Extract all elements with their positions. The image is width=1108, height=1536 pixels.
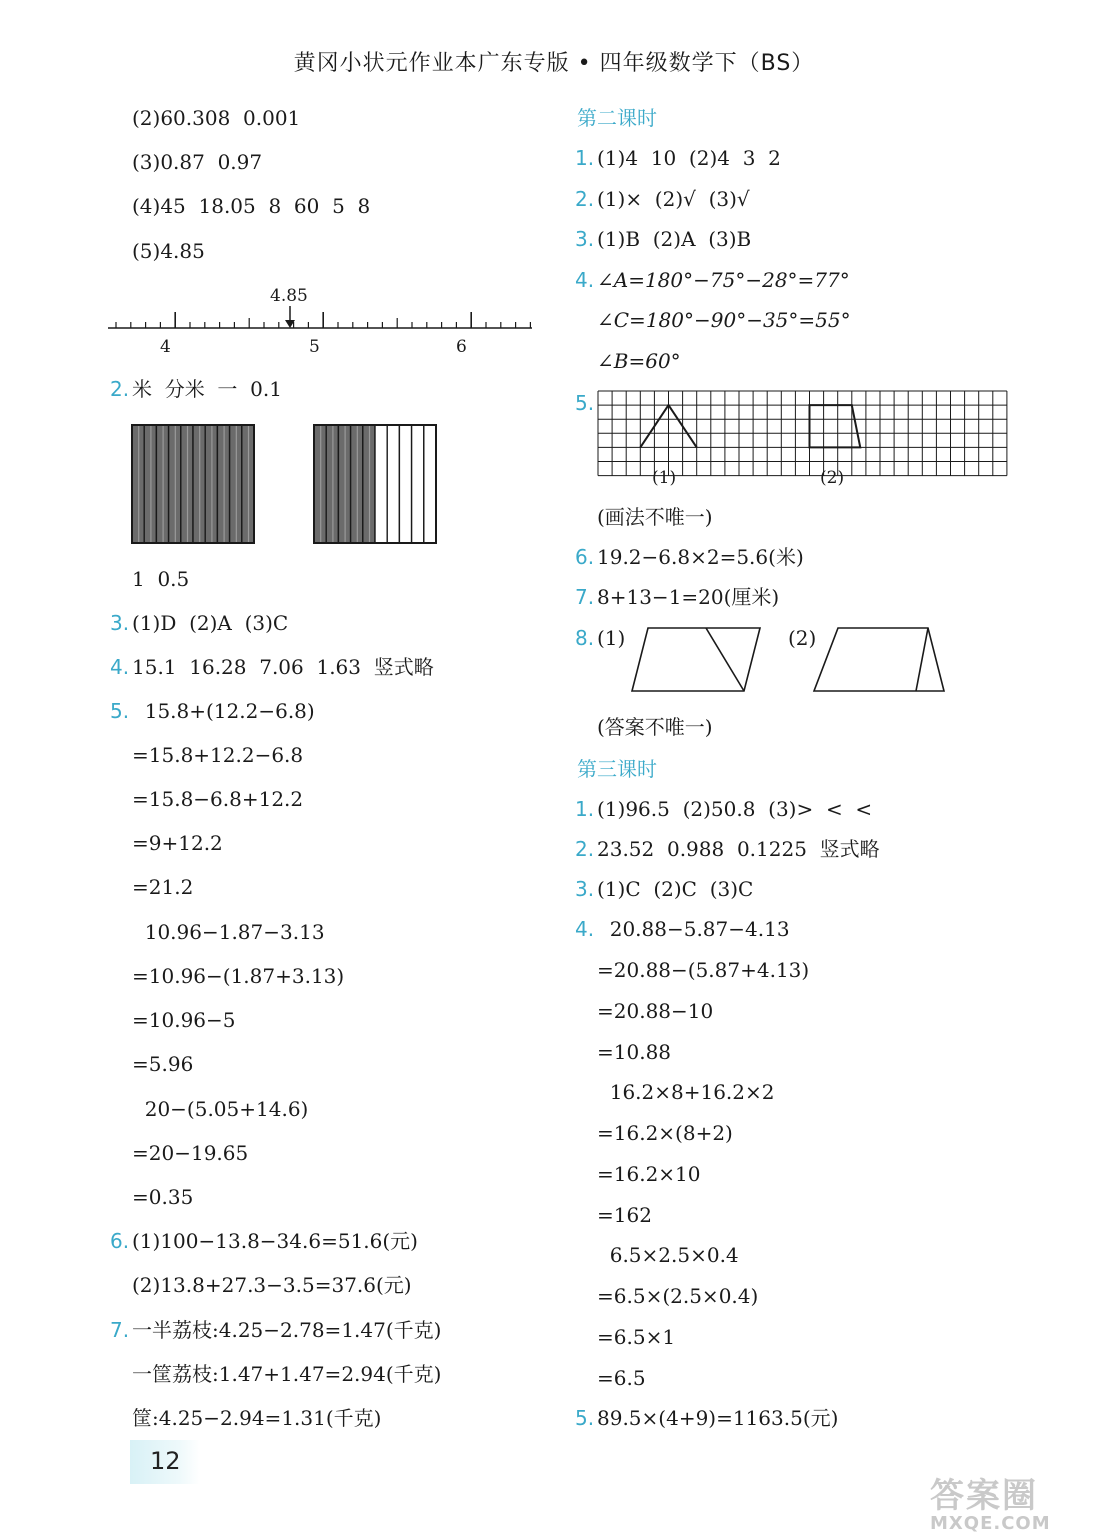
grid-strip — [144, 425, 156, 543]
square-grid-drawing — [596, 390, 1006, 462]
figure-label: (2) — [788, 626, 817, 650]
question-8: 8. (1) — [575, 626, 626, 650]
tick-label: 5 — [309, 337, 320, 357]
answer-line: (3)0.87 0.97 — [132, 150, 263, 174]
grid-strip — [375, 425, 387, 543]
figure-label: (1) — [652, 468, 677, 488]
answer-line: 1. (1)4 10 (2)4 3 2 — [575, 146, 781, 170]
grid-strip — [156, 425, 168, 543]
question-5-number: 5. — [575, 391, 595, 415]
answer-line: 5. 89.5×(4+9)=1163.5(元) — [575, 1406, 839, 1430]
calc-line: 一筐荔枝:1.47+1.47=2.94(千克) — [132, 1362, 442, 1386]
note: (画法不唯一) — [597, 505, 713, 529]
decimal-grid-half — [313, 424, 437, 544]
calc-line: 15.8+(12.2−6.8) — [132, 699, 315, 723]
question-6: 6. (1)100−13.8−34.6=51.6(元) — [110, 1229, 418, 1253]
grid-strip — [363, 425, 375, 543]
trapezoid-figure — [810, 625, 950, 695]
calc-line: =10.88 — [597, 1040, 672, 1064]
grid-strip — [412, 425, 424, 543]
section-title-lesson-3: 第三课时 — [577, 757, 657, 781]
answer-line: 7. 8+13−1=20(厘米) — [575, 585, 780, 609]
cut-line — [916, 628, 928, 691]
grid-strip — [242, 425, 254, 543]
grid-strip — [351, 425, 363, 543]
calc-line: =162 — [597, 1203, 652, 1227]
calc-line: =10.96−5 — [132, 1008, 236, 1032]
calc-line: =15.8+12.2−6.8 — [132, 743, 304, 767]
grid-labels — [640, 465, 880, 489]
number-line-marker-label: 4.85 — [270, 286, 308, 306]
tick-label: 4 — [160, 337, 171, 357]
watermark-logo — [930, 1468, 1100, 1532]
question-4: 4. 15.1 16.28 7.06 1.63 竖式略 — [110, 655, 434, 679]
grid-strip — [132, 425, 144, 543]
page-number: 12 — [150, 1447, 181, 1475]
grid-strip — [424, 425, 436, 543]
calc-line: 20.88−5.87−4.13 — [597, 917, 790, 941]
calc-line: =21.2 — [132, 875, 194, 899]
answer-line: 3. (1)C (2)C (3)C — [575, 877, 754, 901]
calc-line: ∠B=60° — [597, 349, 681, 373]
answer-line: 1 0.5 — [132, 567, 190, 591]
grid-strip — [230, 425, 242, 543]
calc-line: 20−(5.05+14.6) — [132, 1097, 309, 1121]
question-2: 2. 米 分米 一 0.1 — [110, 377, 282, 401]
question-4-number: 4. — [575, 917, 595, 941]
grid-strip — [205, 425, 217, 543]
parallelogram-shape — [632, 628, 760, 691]
cut-line — [706, 628, 744, 691]
grid-strip — [338, 425, 350, 543]
calc-line: 6.5×2.5×0.4 — [597, 1243, 739, 1267]
calc-line: =5.96 — [132, 1052, 194, 1076]
watermark-url: MXQE.COM — [930, 1513, 1051, 1534]
grid-strip — [217, 425, 229, 543]
section-title-lesson-2: 第二课时 — [577, 106, 657, 130]
calc-line: 16.2×8+16.2×2 — [597, 1080, 775, 1104]
grid-strip — [193, 425, 205, 543]
calc-line: =20.88−10 — [597, 999, 714, 1023]
calc-line: =6.5 — [597, 1366, 646, 1390]
answer-line: 3. (1)B (2)A (3)B — [575, 227, 752, 251]
calc-line: ∠C=180°−90°−35°=55° — [597, 308, 851, 332]
answer-line: 2. 23.52 0.988 0.1225 竖式略 — [575, 837, 880, 861]
note: (答案不唯一) — [597, 715, 713, 739]
answer-line: (2)60.308 0.001 — [132, 106, 301, 130]
question-7: 7. 一半荔枝:4.25−2.78=1.47(千克) — [110, 1318, 442, 1342]
grid-strip — [169, 425, 181, 543]
grid-strip — [326, 425, 338, 543]
answer-line: 2. (1)× (2)√ (3)√ — [575, 187, 750, 211]
watermark-text: 答案圈 — [930, 1476, 1038, 1516]
calc-line: 筐:4.25−2.94=1.31(千克) — [132, 1406, 382, 1430]
answer-line: 1. (1)96.5 (2)50.8 (3)> < < — [575, 797, 873, 821]
calc-line: =20.88−(5.87+4.13) — [597, 958, 810, 982]
calc-line: =0.35 — [132, 1185, 194, 1209]
grid-strip — [399, 425, 411, 543]
grid-strip — [181, 425, 193, 543]
trapezoid-figure — [810, 405, 861, 447]
page-header: 黄冈小状元作业本广东专版 • 四年级数学下（BS） — [293, 51, 815, 76]
figure-label: (2) — [820, 468, 845, 488]
grid-strip — [387, 425, 399, 543]
tick-label: 6 — [456, 337, 467, 357]
calc-line: =16.2×10 — [597, 1162, 701, 1186]
question-number: 2. — [110, 377, 130, 401]
number-line — [100, 280, 540, 360]
answer-line: 4. ∠A=180°−75°−28°=77° — [575, 268, 850, 292]
calc-line: 10.96−1.87−3.13 — [132, 920, 325, 944]
calc-line: (2)13.8+27.3−3.5=37.6(元) — [132, 1273, 412, 1297]
trapezoid-shape — [814, 628, 944, 691]
calc-line: =6.5×(2.5×0.4) — [597, 1284, 759, 1308]
answer-line: (4)45 18.05 8 60 5 8 — [132, 194, 371, 218]
question-5-number: 5. — [110, 699, 130, 723]
calc-line: =6.5×1 — [597, 1325, 676, 1349]
answer-line: (5)4.85 — [132, 239, 205, 263]
calc-line: =15.8−6.8+12.2 — [132, 787, 304, 811]
calc-line: =20−19.65 — [132, 1141, 249, 1165]
answer-line: 6. 19.2−6.8×2=5.6(米) — [575, 545, 804, 569]
grid-strip — [314, 425, 326, 543]
decimal-grid-full — [131, 424, 255, 544]
calc-line: =9+12.2 — [132, 831, 223, 855]
question-3: 3. (1)D (2)A (3)C — [110, 611, 289, 635]
calc-line: =10.96−(1.87+3.13) — [132, 964, 345, 988]
parallelogram-figure — [626, 625, 766, 695]
calc-line: =16.2×(8+2) — [597, 1121, 733, 1145]
